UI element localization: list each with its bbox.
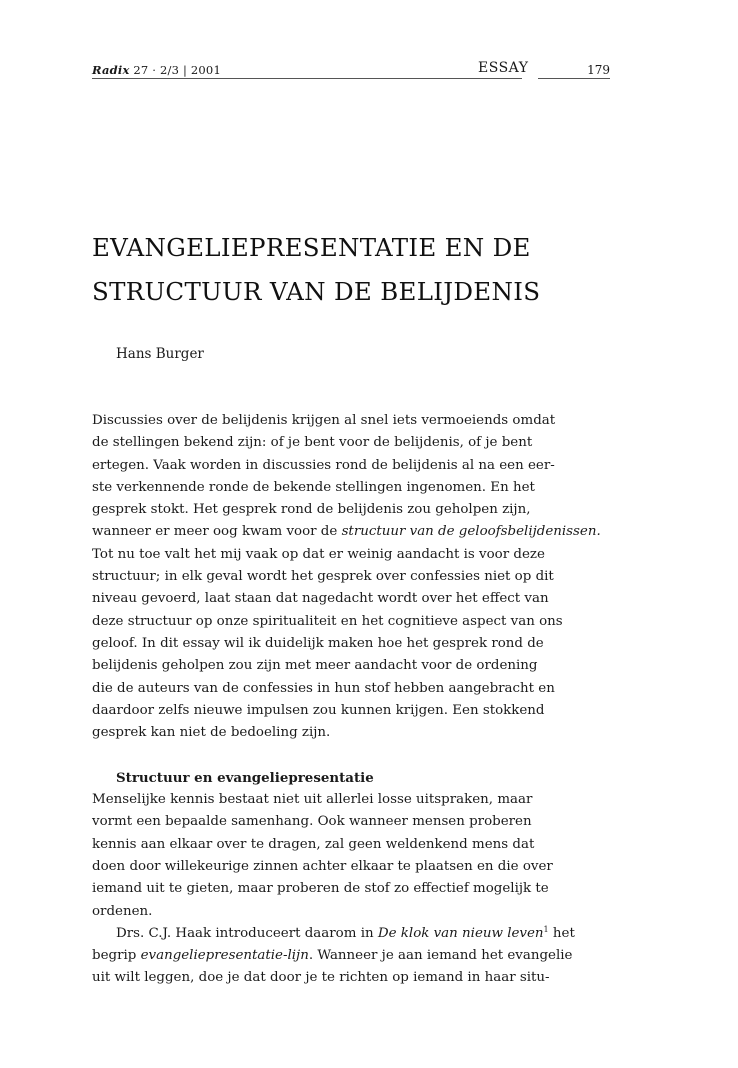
body-text: wanneer er meer oog kwam voor de: [92, 524, 338, 540]
page-number: 179: [587, 63, 610, 77]
body-line: [92, 923, 575, 945]
body-line: Tot nu toe valt het mij vaak op dat er weinig aandacht is voor deze: [92, 546, 545, 562]
body-line: gesprek stokt. Het gesprek rond de belijdenis zou geholpen zijn,: [92, 502, 531, 518]
italic-term: evangeliepresentatie-lijn: [140, 948, 309, 964]
body-line: kennis aan elkaar over te dragen, zal geen weldenkend mens dat: [92, 836, 535, 852]
running-head: [92, 60, 610, 80]
footnote-marker: 1: [543, 924, 549, 934]
section-label: ESSAY: [478, 60, 529, 76]
body-line: gesprek kan niet de bedoeling zijn.: [92, 725, 331, 741]
body-line: ordenen.: [92, 903, 153, 919]
body-line: die de auteurs van de confessies in hun stof hebben aangebracht en: [92, 680, 555, 696]
body-text: begrip: [92, 948, 137, 964]
body-line: ertegen. Vaak worden in discussies rond de belijdenis al na een eer-: [92, 457, 555, 473]
header-rule-left: [92, 78, 522, 79]
body-line: belijdenis geholpen zou zijn met meer aandacht voor de ordening: [92, 658, 538, 674]
body-line: ste verkennende ronde de bekende stellingen ingenomen. En het: [92, 479, 535, 495]
body-line: structuur; in elk geval wordt het gesprek over confessies niet op dit: [92, 569, 554, 585]
body-text: Drs. C.J. Haak introduceert daarom in: [116, 925, 374, 941]
title-line-2: STRUCTUUR VAN DE BELIJDENIS: [92, 277, 541, 306]
author-name: Hans Burger: [116, 346, 204, 362]
body-line: geloof. In dit essay wil ik duidelijk maken hoe het gesprek rond de: [92, 635, 544, 651]
issue-info: 27 · 2/3 | 2001: [133, 63, 221, 77]
body-line: iemand uit te gieten, maar proberen de stof zo effectief mogelijk te: [92, 881, 549, 897]
title-line-1: EVANGELIEPRESENTATIE EN DE: [92, 233, 531, 262]
italic-phrase: structuur van de geloofsbelijdenissen.: [341, 524, 601, 540]
header-rule-right: [538, 78, 610, 79]
body-line: uit wilt leggen, doe je dat door je te richten op iemand in haar situ-: [92, 970, 550, 986]
journal-citation: [92, 63, 221, 77]
journal-name: Radix: [92, 63, 130, 77]
body-line: niveau gevoerd, laat staan dat nagedacht wordt over het effect van: [92, 591, 549, 607]
body-text: het: [552, 925, 575, 941]
book-title: De klok van nieuw leven: [377, 925, 544, 941]
article-title: [92, 226, 592, 314]
body-line: daardoor zelfs nieuwe impulsen zou kunnen krijgen. Een stokkend: [92, 702, 545, 718]
article-body: [92, 410, 601, 990]
body-line: doen door willekeurige zinnen achter elkaar te plaatsen en die over: [92, 858, 553, 874]
body-line: vormt een bepaalde samenhang. Ook wanneer mensen proberen: [92, 814, 532, 830]
body-line: deze structuur op onze spiritualiteit en het cognitieve aspect van ons: [92, 613, 563, 629]
body-line: Menselijke kennis bestaat niet uit allerlei losse uitspraken, maar: [92, 792, 533, 808]
section-heading: Structuur en evangeliepresentatie: [116, 769, 374, 786]
body-line: [92, 521, 601, 543]
paragraph-gap: [92, 744, 522, 766]
body-text: . Wanneer je aan iemand het evangelie: [308, 948, 573, 964]
body-line: de stellingen bekend zijn: of je bent voor de belijdenis, of je bent: [92, 435, 533, 451]
body-line: [92, 945, 573, 967]
body-line: Discussies over de belijdenis krijgen al snel iets vermoeiends omdat: [92, 413, 556, 428]
